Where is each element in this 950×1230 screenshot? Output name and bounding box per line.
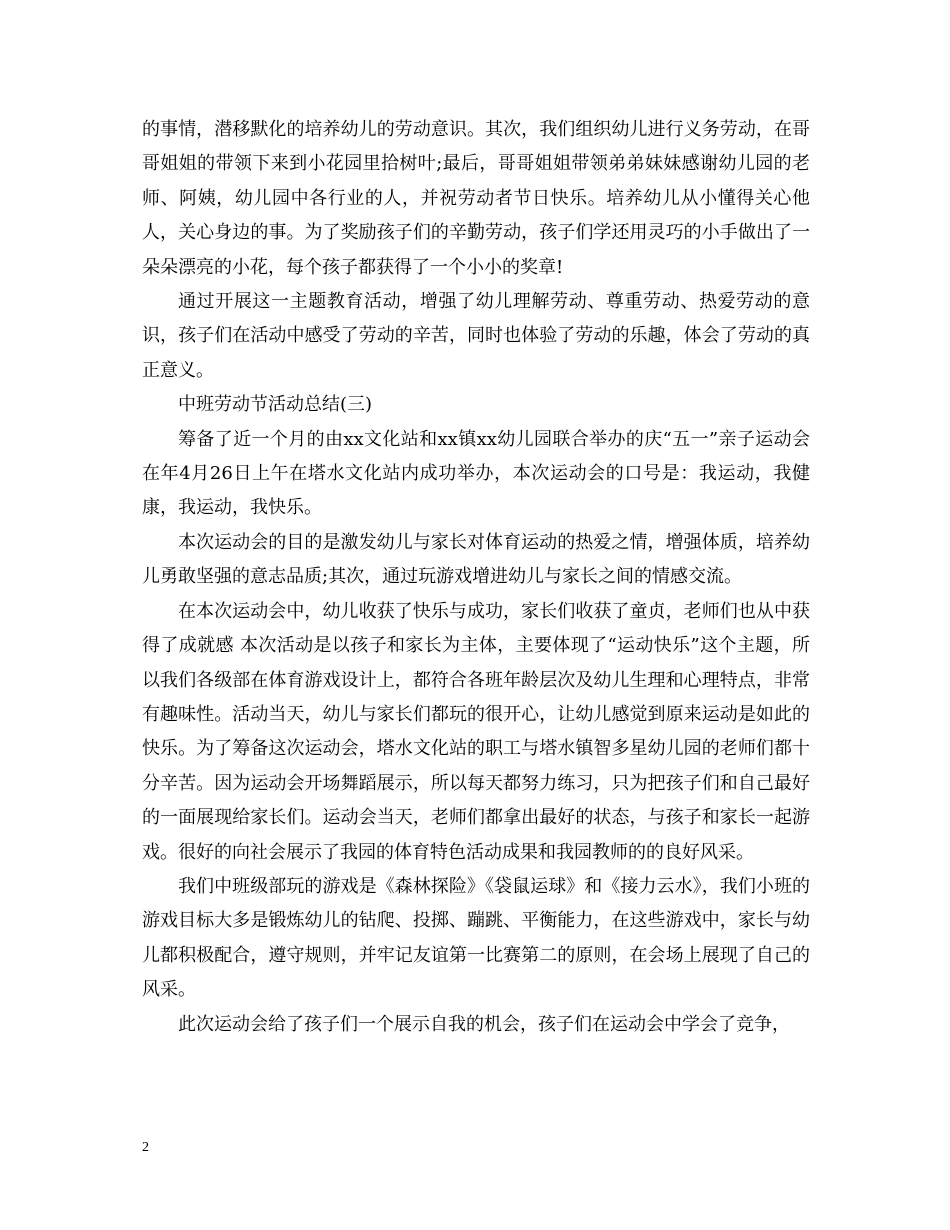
paragraph-continuation: 的事情，潜移默化的培养幼儿的劳动意识。其次，我们组织幼儿进行义务劳动，在哥哥姐姐的带领下来到小花园里拾树叶;最后，哥哥姐姐带领弟弟妹妹感谢幼儿园的老师、阿姨，幼儿园中各行业的人，并祝劳动者节日快乐。培养幼儿从小懂得关心他人，关心身边的事。为了奖励孩子们的辛勤劳动，孩子们学还用灵巧的小手做出了一朵朵漂亮的小花，每个孩子都获得了一个小小的奖章! <box>142 119 810 278</box>
paragraph-theme-summary: 通过开展这一主题教育活动，增强了幼儿理解劳动、尊重劳动、热爱劳动的意识，孩子们在活动中感受了劳动的辛苦，同时也体验了劳动的乐趣，体会了劳动的真正意义。 <box>142 291 810 381</box>
page-number: 2 <box>142 1140 149 1155</box>
paragraph-purpose: 本次运动会的目的是激发幼儿与家长对体育运动的热爱之情，增强体质，培养幼儿勇敢坚强的意志品质;其次，通过玩游戏增进幼儿与家长之间的情感交流。 <box>142 531 810 588</box>
paragraph-achievements: 在本次运动会中，幼儿收获了快乐与成功，家长们收获了童贞，老师们也从中获得了成就感 本次活动是以孩子和家长为主体，主要体现了“运动快乐”这个主题，所以我们各级部在体育游戏设计上，都符合各班年龄层次及幼儿生理和心理特点，非常有趣味性。活动当天，幼儿与家长们都玩的很开心，让幼儿感觉到原来运动是如此的快乐。为了筹备这次运动会，塔水文化站的职工与塔水镇智多星幼儿园的老师们都十分辛苦。因为运动会开场舞蹈展示，所以每天都努力练习，只为把孩子们和自己最好的一面展现给家长们。运动会当天，老师们都拿出最好的状态，与孩子和家长一起游戏。很好的向社会展示了我园的体育特色活动成果和我园教师的的良好风采。 <box>142 600 810 863</box>
paragraph-sports-meet-intro: 筹备了近一个月的由xx文化站和xx镇xx幼儿园联合举办的庆“五一”亲子运动会在年4月26日上午在塔水文化站内成功举办，本次运动会的口号是：我运动，我健康，我运动，我快乐。 <box>142 428 810 519</box>
paragraph-games: 我们中班级部玩的游戏是《森林探险》《袋鼠运球》和《接力云水》，我们小班的游戏目标大多是锻炼幼儿的钻爬、投掷、蹦跳、平衡能力，在这些游戏中，家长与幼儿都积极配合，遵守规则，并牢记友谊第一比赛第二的原则，在会场上展现了自己的风采。 <box>142 875 810 1001</box>
document-body <box>142 113 810 1042</box>
paragraph-closing: 此次运动会给了孩子们一个展示自我的机会，孩子们在运动会中学会了竞争， <box>178 1013 790 1035</box>
section-heading: 中班劳动节活动总结(三) <box>178 394 373 416</box>
